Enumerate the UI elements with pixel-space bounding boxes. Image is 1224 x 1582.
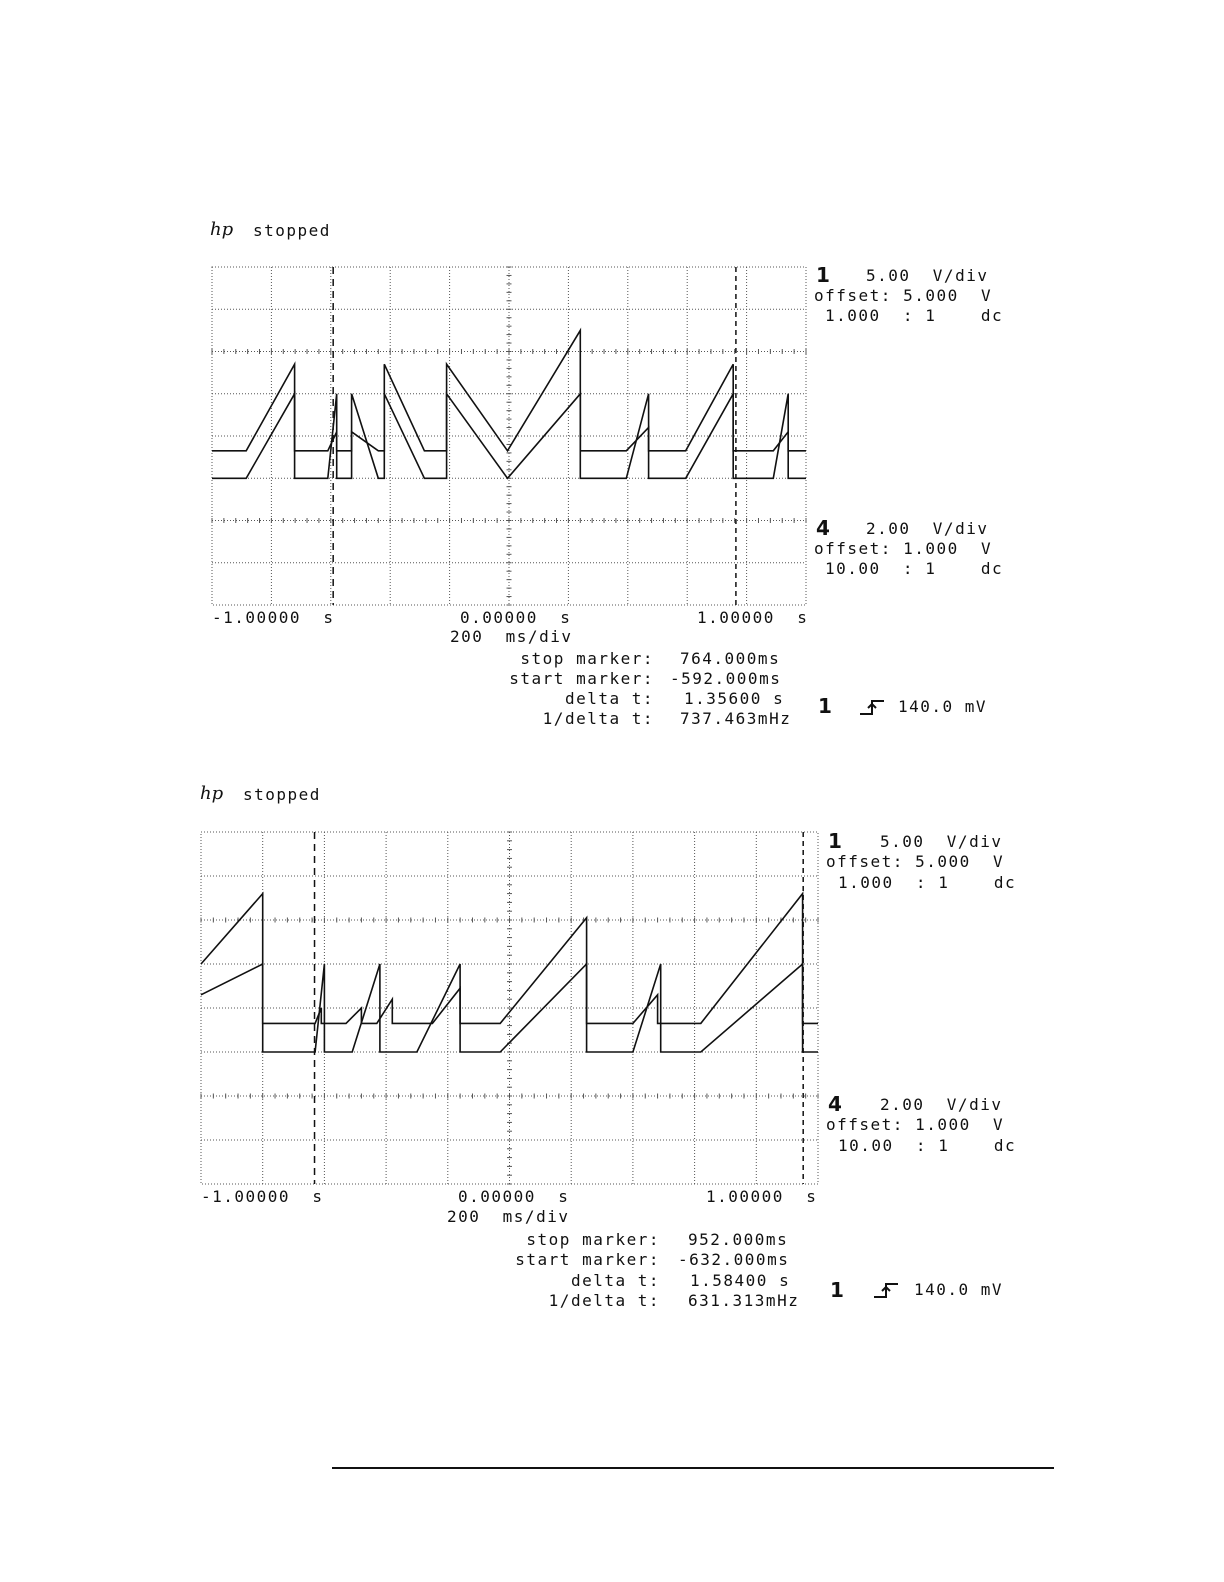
time-axis-center: 0.00000 s: [458, 1187, 570, 1206]
delta-t-value: 1.35600 s: [684, 689, 785, 708]
rising-edge-icon: [858, 698, 886, 718]
channel-1-number: 1: [828, 829, 842, 853]
stop-marker-label: stop marker:: [526, 1230, 660, 1249]
inv-delta-t-label: 1/delta t:: [548, 1291, 660, 1310]
channel-1-scale: 5.00 V/div: [880, 832, 1003, 851]
start-marker-value: -592.000ms: [670, 669, 782, 688]
trigger-level: 140.0 mV: [914, 1280, 1004, 1299]
inv-delta-t-value: 631.313mHz: [688, 1291, 800, 1310]
time-axis-center: 0.00000 s: [460, 608, 572, 627]
status-text: stopped: [253, 221, 331, 240]
hp-logo: hp: [210, 219, 234, 240]
time-axis-right: 1.00000 s: [706, 1187, 818, 1206]
channel-4-scale: 2.00 V/div: [880, 1095, 1003, 1114]
scope-2-graticule: [201, 832, 818, 1184]
status-text: stopped: [243, 785, 321, 804]
channel-1-probe: 1.000 : 1 dc: [838, 873, 1017, 892]
time-axis-right: 1.00000 s: [697, 608, 809, 627]
channel-4-number: 4: [828, 1092, 842, 1116]
delta-t-label: delta t:: [570, 1271, 660, 1290]
time-axis-left: -1.00000 s: [212, 608, 335, 627]
delta-t-label: delta t:: [564, 689, 654, 708]
rising-edge-icon: [872, 1281, 900, 1301]
footer-rule: [332, 1467, 1054, 1469]
channel-1-scale: 5.00 V/div: [866, 266, 989, 285]
trigger-level: 140.0 mV: [898, 697, 988, 716]
scope-1-graticule: [212, 267, 806, 605]
channel-4-offset: offset: 1.000 V: [826, 1115, 1005, 1134]
channel-4-number: 4: [816, 516, 830, 540]
channel-4-scale: 2.00 V/div: [866, 519, 989, 538]
time-axis-left: -1.00000 s: [201, 1187, 324, 1206]
time-scale: 200 ms/div: [447, 1207, 570, 1226]
trigger-channel: 1: [818, 694, 832, 718]
channel-1-offset: offset: 5.000 V: [826, 852, 1005, 871]
channel-4-probe: 10.00 : 1 dc: [825, 559, 1004, 578]
channel-4-probe: 10.00 : 1 dc: [838, 1136, 1017, 1155]
start-marker-label: start marker:: [515, 1250, 660, 1269]
inv-delta-t-label: 1/delta t:: [542, 709, 654, 728]
start-marker-value: -632.000ms: [678, 1250, 790, 1269]
stop-marker-label: stop marker:: [520, 649, 654, 668]
channel-1-offset: offset: 5.000 V: [814, 286, 993, 305]
time-scale: 200 ms/div: [450, 627, 573, 646]
trigger-channel: 1: [830, 1278, 844, 1302]
hp-logo: hp: [200, 783, 224, 804]
start-marker-label: start marker:: [509, 669, 654, 688]
stop-marker-value: 952.000ms: [688, 1230, 789, 1249]
channel-1-number: 1: [816, 263, 830, 287]
delta-t-value: 1.58400 s: [690, 1271, 791, 1290]
stop-marker-value: 764.000ms: [680, 649, 781, 668]
channel-1-probe: 1.000 : 1 dc: [825, 306, 1004, 325]
inv-delta-t-value: 737.463mHz: [680, 709, 792, 728]
channel-4-offset: offset: 1.000 V: [814, 539, 993, 558]
